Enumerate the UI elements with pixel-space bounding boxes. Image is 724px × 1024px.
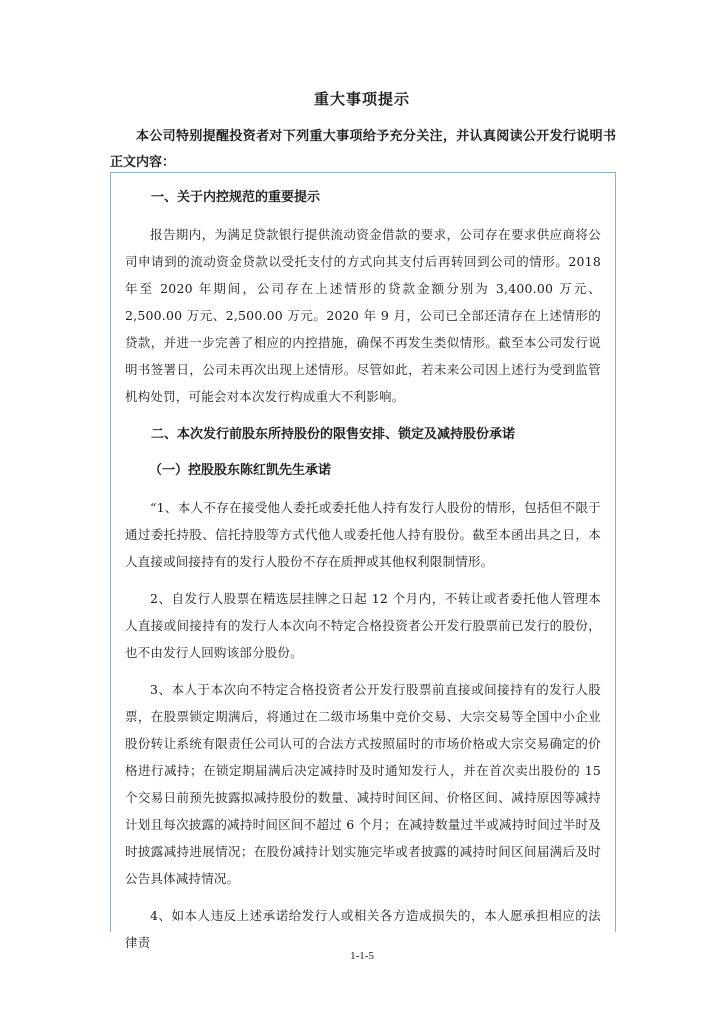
commitment-paragraph-1: “1、本人不存在接受他人委托或委托他人持有发行人股份的情形，包括但不限于通过委托持股、信托持股等方式代他人或委托他人持有股份。截至本函出具之日，本人直接或间接持有的发行人股份不存在质押或其他权利限制情形。 [125,500,601,569]
content-box [110,172,616,950]
commitment-paragraph-4: 4、如本人违反上述承诺给发行人或相关各方造成损失的，本人愿承担相应的法律责 [125,908,601,950]
commitment-paragraph-3: 3、本人于本次向不特定合格投资者公开发行股票前直接或间接持有的发行人股票，在股票锁定期满后，将通过在二级市场集中竞价交易、大宗交易等全国中小企业股份转让系统有限责任公司认可的合法方式按照届时的市场价格或大宗交易确定的价格进行减持；在锁定期届满后决定减持时及时通知发行人，并在首次卖出股份的 15 个交易日前预先披露拟减持股份的数量、减持时间区间、价格区间、减持原因等减持计划且每次披露的减持时间区间不超过 6 个月；在减持数量过半或减持时间过半时及时披露减持进展情况；在股份减持计划实施完毕或者披露的减持时间区间届满后及时公告具体减持情况。 [125,682,601,886]
section-1-paragraph: 报告期内，为满足贷款银行提供流动资金借款的要求，公司存在要求供应商将公司申请到的流动资金贷款以受托支付的方式向其支付后再转回到公司的情形。2018 年至 2020 年期间，公司存在上述情形的贷款金额分别为 3,400.00 万元、2,500.00 万元、2,500.00 万元。2020 年 9 月，公司已全部还清存在上述情形的贷款，并进一步完善了相应的内控措施，确保不再发生类似情形。截至本公司发行说明书签署日，公司未再次出现上述情形。尽管如此，若未来公司因上述行为受到监管机构处罚，可能会对本次发行构成重大不利影响。 [125,227,601,404]
page-title: 重大事项提示 [313,90,410,108]
page-number: 1-1-5 [350,950,374,962]
section-2-subheading: （一）控股股东陈红凯先生承诺 [149,463,332,478]
section-2-heading: 二、本次发行前股东所持股份的限售安排、锁定及减持股份承诺 [151,427,516,442]
commitment-paragraph-2: 2、自发行人股票在精选层挂牌之日起 12 个月内，不转让或者委托他人管理本人直接或间接持有的发行人本次向不特定合格投资者公开发行股票前已发行的股份，也不由发行人回购该部分股份。 [125,591,601,660]
section-1-heading: 一、关于内控规范的重要提示 [151,190,321,205]
intro-paragraph: 本公司特别提醒投资者对下列重大事项给予充分关注，并认真阅读公开发行说明书正文内容： [110,129,616,170]
